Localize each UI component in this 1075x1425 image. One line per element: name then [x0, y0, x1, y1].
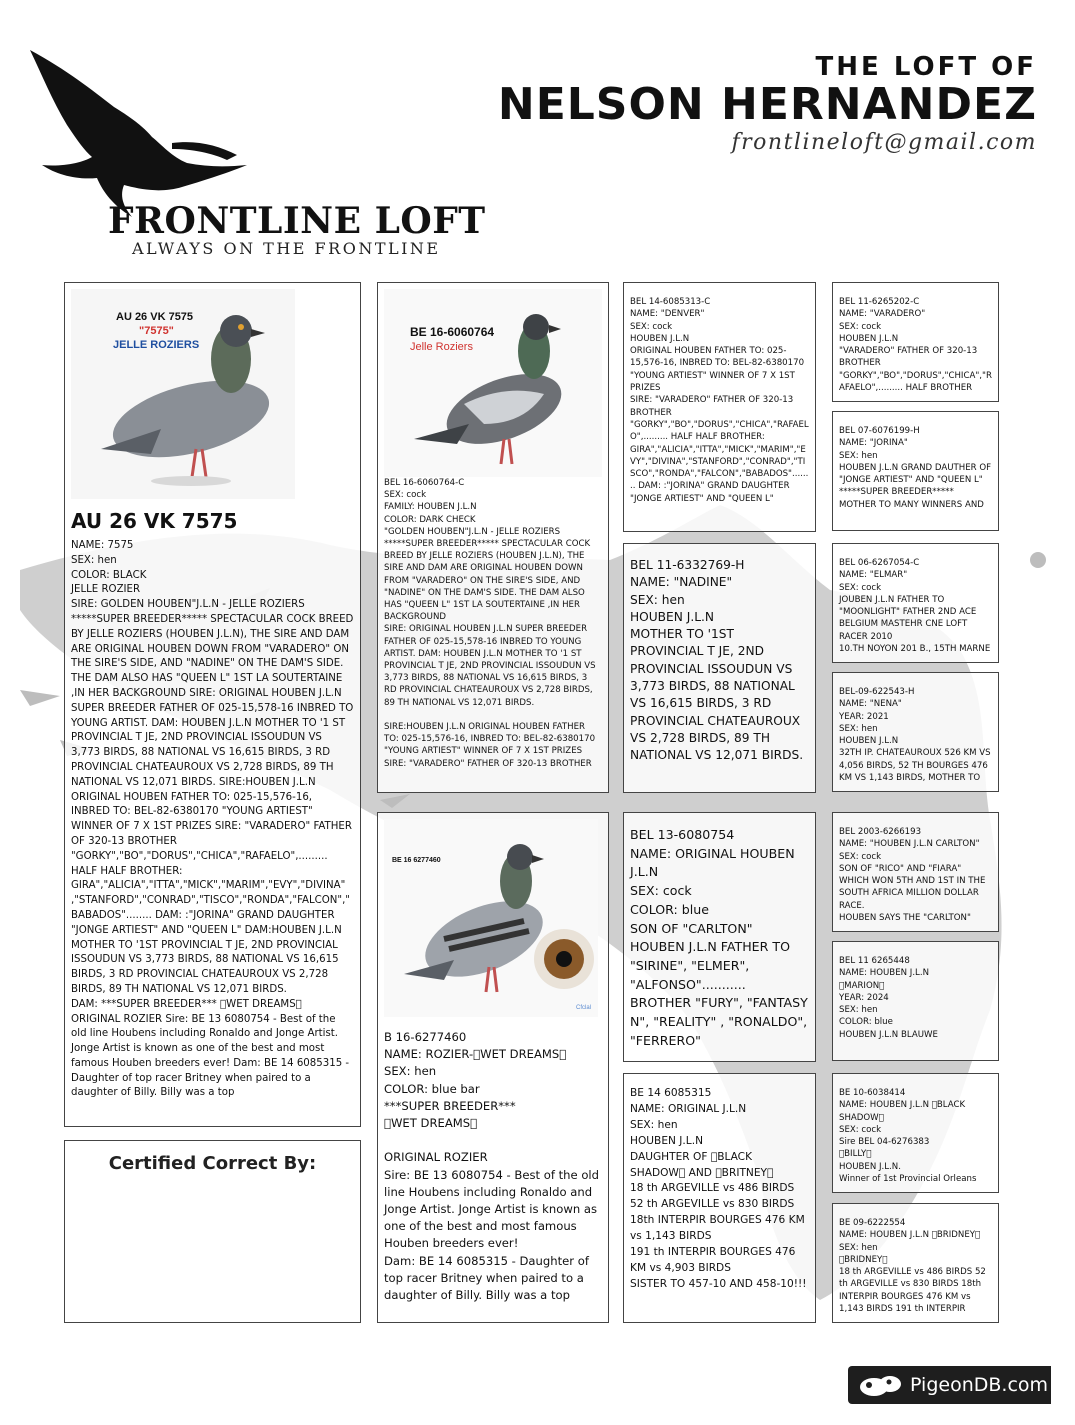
main-pigeon-photo	[71, 289, 295, 499]
pigeon-image	[71, 289, 295, 499]
grandsire-dam-side-card	[623, 812, 816, 1062]
dam-photo-label-band: BE 16 6277460	[392, 857, 441, 864]
certified-box	[64, 1140, 361, 1323]
loft-of: THE LOFT OF	[815, 52, 1037, 82]
main-pigeon-card	[64, 282, 361, 1127]
main-title: AU 26 VK 7575	[71, 509, 238, 533]
owner-name: NELSON HERNANDEZ	[497, 79, 1037, 130]
main-pedigree-text: NAME: 7575 SEX: hen COLOR: BLACK JELLE ROZIER SIRE: GOLDEN HOUBEN"J.L.N - JELLE ROZIERS *****SUPER BREEDER***** SPECTACULAR COCK BREED BY JELLE ROZIERS (HOUBEN J.L.N), THE SIRE AND DAM ARE ORIGINAL HOUBEN DOWN FROM "VARADERO" ON THE SIRE'S SIDE, AND "NADINE" ON THE DAM'S SIDE. THE DAM ALSO HAS "QUEEN L" 1ST LA SOUTERTAINE ,IN HER BACKGROUND SIRE: ORIGINAL HOUBEN J.L.N SUPER BREEDER FATHER OF 025-15,578-16 INBRED TO YOUNG ARTIST. DAM: HOUBEN J.L.N MOTHER TO '1 ST PROVINCIAL T JE, 2ND PROVINCIAL ISSOUDUN VS 3,773 BIRDS, 88 NATIONAL VS 16,615 BIRDS, 3 RD PROVINCIAL CHATEAUROUX VS 2,728 BIRDS, 89 TH NATIONAL VS 12,071 BIRDS. SIRE:HOUBEN J.L.N ORIGINAL HOUBEN FATHER TO: 025-15,576-16, INBRED TO: BEL-82-6380170 "YOUNG ARTIEST" WINNER OF 7 X 1ST PRIZES SIRE: "VARADERO" FATHER OF 320-13 BROTHER "GORKY","BO","DORUS","CHICA","RAFAELO",......... HALF HALF BROTHER: GIRA","ALICIA","ITTA","MICK","MARIM","EVY","DIVINA" ,"STANFORD","CONRAD","TISCO","RONDA","FALCON"," BABADOS"........ DAM: :"JORINA" GRAND DAUGHTER "JONGE ARTIEST" AND "QUEEN L" DAM:HOUBEN J.L.N MOTHER TO '1ST PROVINCIAL T JE, 2ND PROVINCIAL ISSOUDUN VS 3,773 BIRDS, 88 NATIONAL VS 16,615 BIRDS, 3 RD PROVINCIAL CHATEAUROUX VS 2,728 BIRDS, 89 TH NATIONAL VS 12,071 BIRDS. DAM: ***SUPER BREEDER***  WET DREAMS  ORIGINAL ROZIER Sire: BE 13 6080754 - Best of the old line Houbens including Ronaldo and Jonge Artist. Jonge Artist is known as one of the best and most famous Houben breeders ever! Dam: BE 14 6085315 - Daughter of top racer Britney when paired to a daughter of Billy. Billy was a top	[71, 540, 354, 1099]
ggp-dsd-text: BEL 11 6265448 NAME: HOUBEN J.L.N  MARION  YEAR: 2024 SEX: hen COLOR: blue HOUBEN J.L.N BLAUWE	[839, 956, 938, 1040]
photo-label-band: AU 26 VK 7575	[116, 311, 194, 323]
grandsire-dam-side-text: BEL 13-6080754 NAME: ORIGINAL HOUBEN J.L.N SEX: cock COLOR: blue SON OF "CARLTON" HOUBEN J.L.N FATHER TO "SIRINE", "ELMER", "ALFONSO"........... BROTHER "FURY", "FANTASY N", "REALITY" , "RONALDO", "FERRERO"	[630, 827, 808, 1048]
ggp-dsd-card	[832, 941, 999, 1061]
dam-pedigree-text: B 16-6277460 NAME: ROZIER- WET DREAMS  SEX: hen COLOR: blue bar ***SUPER BREEDER***  WET DREAMS  ORIGINAL ROZIER Sire: BE 13 6080754 - Best of the old line Houbens including Ronaldo and Jonge Artist. Jonge Artist is known as one of the best and most famous Houben breeders ever! Dam: BE 14 6085315 - Daughter of top racer Britney when paired to a daughter of Billy. Billy was a top	[384, 1030, 600, 1303]
granddam-dam-side-text: BE 14 6085315 NAME: ORIGINAL J.L.N SEX: hen HOUBEN J.L.N DAUGHTER OF  BLACK SHADOW  AND  BRITNEY  18 th ARGEVILLE vs 486 BIRDS 52 th ARGEVILLE vs 830 BIRDS 18th INTERPIR BOURGES 476 KM vs 1,143 BIRDS 191 th INTERPIR BOURGES 476 KM vs 4,903 BIRDS SISTER TO 457-10 AND 458-10!!!	[630, 1087, 807, 1290]
logo-slogan: ALWAYS ON THE FRONTLINE	[132, 239, 441, 258]
sire-photo-label-band: BE 16-6060764	[410, 325, 495, 339]
ggp-dds-text: BE 10-6038414 NAME: HOUBEN J.L.N  BLACK SHADOW  SEX: cock Sire BEL 04-6276383  BILLY  HOUBEN J.L.N. Winner of 1st Provincial Orleans	[839, 1088, 977, 1185]
dam-card	[377, 812, 609, 1323]
photo-label-name: "7575"	[139, 325, 174, 337]
grandsire-sire-side-card	[623, 282, 816, 532]
logo	[22, 45, 486, 265]
sire-photo	[384, 289, 602, 477]
ggp-sss-text: BEL 11-6265202-C NAME: "VARADERO" SEX: cock HOUBEN J.L.N "VARADERO" FATHER OF 320-13 BROTHER "GORKY","BO","DORUS","CHICA","RAFAELO",......... HALF BROTHER	[839, 297, 992, 394]
grandsire-sire-side-text: BEL 14-6085313-C NAME: "DENVER" SEX: cock HOUBEN J.L.N ORIGINAL HOUBEN FATHER TO: 025-15,576-16, INBRED TO: BEL-82-6380170 "YOUNG ARTIEST" WINNER OF 7 X 1ST PRIZES SIRE: "VARADERO" FATHER OF 320-13 BROTHER "GORKY","BO","DORUS","CHICA","RAFAELO",......... HALF HALF BROTHER: GIRA","ALICIA","ITTA","MICK","MARIM","EVY","DIVINA","STANFORD","CONRAD","TISCO","RONDA","FALCON","BABADOS"........ DAM: :"JORINA" GRAND DAUGHTER "JONGE ARTIEST" AND "QUEEN L"	[630, 297, 809, 504]
pigeondb-badge[interactable]	[848, 1366, 1051, 1404]
sire-photo-label-breeder: Jelle Roziers	[410, 341, 473, 353]
ggp-ddd-card	[832, 1203, 999, 1323]
ggp-sds-card	[832, 543, 999, 663]
ggp-ddd-text: BE 09-6222554 NAME: HOUBEN J.L.N  BRIDNEY  SEX: hen  BRIDNEY  18 th ARGEVILLE vs 486 BIRDS 52 th ARGEVILLE vs 830 BIRDS 18th INTERPIR BOURGES 476 KM vs 1,143 BIRDS 191 th INTERPIR	[839, 1218, 986, 1315]
sire-pedigree-text: BEL 16-6060764-C SEX: cock FAMILY: HOUBEN J.L.N COLOR: DARK CHECK "GOLDEN HOUBEN"J.L.N - JELLE ROZIERS *****SUPER BREEDER***** SPECTACULAR COCK BREED BY JELLE ROZIERS (HOUBEN J.L.N), THE SIRE AND DAM ARE ORIGINAL HOUBEN DOWN FROM "VARADERO" ON THE SIRE'S SIDE, AND "NADINE" ON THE DAM'S SIDE. THE DAM ALSO HAS "QUEEN L" 1ST LA SOUTERTAINE ,IN HER BACKGROUND SIRE: ORIGINAL HOUBEN J.L.N SUPER BREEDER FATHER OF 025-15,578-16 INBRED TO YOUNG ARTIST. DAM: HOUBEN J.L.N MOTHER TO '1 ST PROVINCIAL T JE, 2ND PROVINCIAL ISSOUDUN VS 3,773 BIRDS, 88 NATIONAL VS 16,615 BIRDS, 3 RD PROVINCIAL CHATEAUROUX VS 2,728 BIRDS, 89 TH NATIONAL VS 12,071 BIRDS. SIRE:HOUBEN J.L.N ORIGINAL HOUBEN FATHER TO: 025-15,576-16, INBRED TO: BEL-82-6380170 "YOUNG ARTIEST" WINNER OF 7 X 1ST PRIZES SIRE: "VARADERO" FATHER OF 320-13 BROTHER	[384, 478, 596, 769]
dam-photo	[384, 819, 598, 1017]
photo-label-breeder: JELLE ROZIERS	[113, 339, 200, 351]
pigeondb-brand: PigeonDB.com	[910, 1374, 1049, 1396]
certified-label: Certified Correct By:	[108, 1153, 317, 1174]
ggp-sdd-text: BEL-09-622543-H NAME: "NENA" YEAR: 2021 SEX: hen HOUBEN J.L.N 32TH IP. CHATEAUROUX 526 KM VS 4,056 BIRDS, 52 TH BOURGES 476 KM VS 1,143 BIRDS, MOTHER TO	[839, 687, 991, 784]
ggp-sss-card	[832, 282, 999, 402]
granddam-sire-side-text: BEL 11-6332769-H NAME: "NADINE" SEX: hen HOUBEN J.L.N MOTHER TO '1ST PROVINCIAL T JE, 2ND PROVINCIAL ISSOUDUN VS 3,773 BIRDS, 88 NATIONAL VS 16,615 BIRDS, 3 RD PROVINCIAL CHATEAUROUX VS 2,728 BIRDS, 89 TH NATIONAL VS 12,071 BIRDS.	[630, 558, 804, 763]
ggp-dss-text: BEL 2003-6266193 NAME: "HOUBEN J.L.N CARLTON" SEX: cock SON OF "RICO" AND "FIARA" WHICH WON 5TH AND 1ST IN THE SOUTH AFRICA MILLION DOLLAR RACE. HOUBEN SAYS THE "CARLTON"	[839, 827, 986, 924]
owner-email: frontlineloft@gmail.com	[731, 130, 1037, 155]
logo-name: FRONTLINE LOFT	[108, 200, 486, 242]
ggp-sds-text: BEL 06-6267054-C NAME: "ELMAR" SEX: cock JOUBEN J.L.N FATHER TO "MOONLIGHT" FATHER 2ND ACE BELGIUM MASTEHR CNE LOFT RACER 2010 10.TH NOYON 201 B., 15TH MARNE	[839, 558, 991, 655]
ggp-ssd-text: BEL 07-6076199-H NAME: "JORINA" SEX: hen HOUBEN J.L.N GRAND DAUTHER OF "JONGE ARTIEST" AND "QUEEN L" *****SUPER BREEDER***** MOTHER TO MANY WINNERS AND	[839, 426, 992, 510]
pigeon-image	[384, 289, 602, 477]
ggp-sdd-card	[832, 672, 999, 792]
pigeondb-logo-icon	[856, 1370, 906, 1400]
pigeon-silhouette-icon	[22, 45, 262, 225]
ggp-ssd-card	[832, 411, 999, 531]
pigeon-image	[384, 819, 598, 1017]
granddam-dam-side-card	[623, 1073, 816, 1323]
sire-card	[377, 282, 609, 793]
ggp-dds-card	[832, 1073, 999, 1193]
ggp-dss-card	[832, 812, 999, 932]
dam-photo-label-mark: Cfclal	[576, 1005, 592, 1011]
granddam-sire-side-card	[623, 543, 816, 793]
